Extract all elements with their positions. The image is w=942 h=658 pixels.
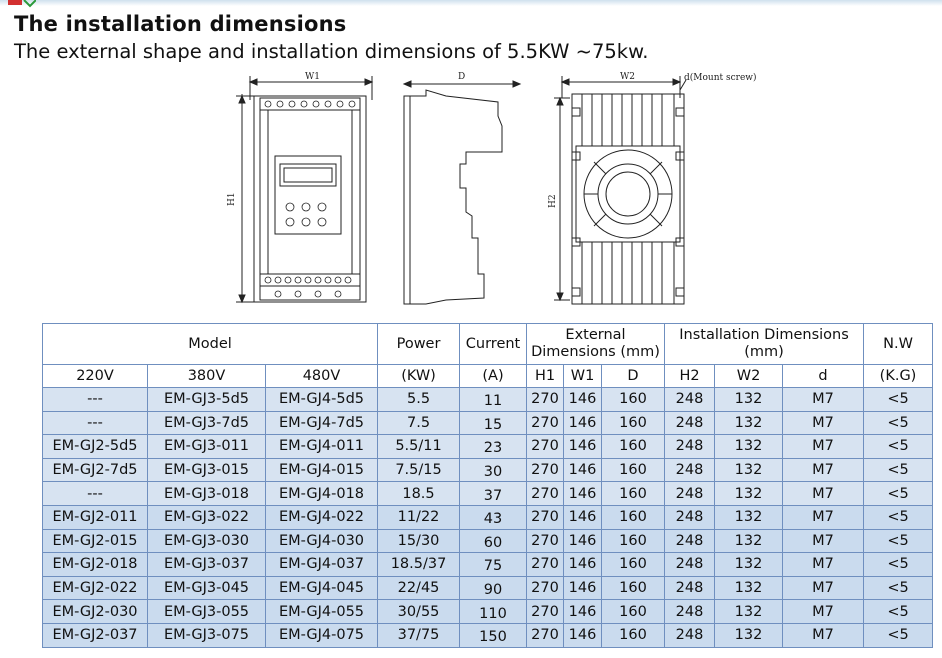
table-cell: 160 bbox=[602, 553, 665, 577]
table-cell: EM-GJ3-018 bbox=[148, 482, 266, 506]
table-cell: <5 bbox=[864, 623, 933, 647]
header-installation-dimensions: Installation Dimensions (mm) bbox=[665, 324, 864, 365]
table-cell bbox=[460, 553, 527, 577]
table-cell: 146 bbox=[564, 600, 602, 624]
table-cell: M7 bbox=[783, 529, 864, 553]
table-cell: 18.5 bbox=[378, 482, 460, 506]
table-row bbox=[43, 529, 933, 553]
table-cell: M7 bbox=[783, 458, 864, 482]
table-cell: <5 bbox=[864, 576, 933, 600]
table-cell: 270 bbox=[527, 411, 564, 435]
header-model: Model bbox=[43, 324, 378, 365]
subheader-cell: H1 bbox=[527, 365, 564, 388]
table-cell: 248 bbox=[665, 388, 715, 412]
table-cell bbox=[460, 482, 527, 506]
current-value: 37 bbox=[483, 487, 503, 504]
table-cell: M7 bbox=[783, 435, 864, 459]
w2-label: W2 bbox=[620, 72, 635, 82]
table-cell: 132 bbox=[715, 600, 783, 624]
table-cell: M7 bbox=[783, 388, 864, 412]
table-cell: <5 bbox=[864, 458, 933, 482]
table-cell: 132 bbox=[715, 529, 783, 553]
table-cell bbox=[460, 600, 527, 624]
page-title: The installation dimensions bbox=[14, 12, 347, 36]
table-cell: 160 bbox=[602, 482, 665, 506]
table-cell: 132 bbox=[715, 505, 783, 529]
table-cell: EM-GJ4-045 bbox=[266, 576, 378, 600]
corner-mark-icon bbox=[8, 0, 36, 8]
table-cell: 22/45 bbox=[378, 576, 460, 600]
table-cell: <5 bbox=[864, 505, 933, 529]
table-cell: EM-GJ2-5d5 bbox=[43, 435, 148, 459]
table-row bbox=[43, 576, 933, 600]
table-body bbox=[43, 388, 933, 648]
table-cell: EM-GJ3-015 bbox=[148, 458, 266, 482]
d-label: D bbox=[458, 72, 466, 82]
table-cell: 270 bbox=[527, 553, 564, 577]
table-header-row bbox=[43, 324, 933, 365]
table-cell: 248 bbox=[665, 576, 715, 600]
mount-screw-label: d(Mount screw) bbox=[684, 73, 757, 83]
table-row bbox=[43, 505, 933, 529]
table-cell: EM-GJ3-037 bbox=[148, 553, 266, 577]
table-cell: 132 bbox=[715, 623, 783, 647]
table-cell: M7 bbox=[783, 553, 864, 577]
table-cell: 146 bbox=[564, 623, 602, 647]
current-value: 60 bbox=[483, 534, 503, 551]
subheader-cell: 380V bbox=[148, 365, 266, 388]
table-cell: 146 bbox=[564, 458, 602, 482]
table-cell: 30/55 bbox=[378, 600, 460, 624]
table-row bbox=[43, 623, 933, 647]
current-value: 23 bbox=[483, 440, 503, 457]
table-cell: 248 bbox=[665, 600, 715, 624]
table-cell: EM-GJ4-055 bbox=[266, 600, 378, 624]
table-cell: <5 bbox=[864, 553, 933, 577]
table-cell: --- bbox=[43, 388, 148, 412]
table-cell: EM-GJ3-022 bbox=[148, 505, 266, 529]
header-external-dimensions: External Dimensions (mm) bbox=[527, 324, 665, 365]
table-cell: EM-GJ3-045 bbox=[148, 576, 266, 600]
subheader-cell: W2 bbox=[715, 365, 783, 388]
table-cell: EM-GJ4-015 bbox=[266, 458, 378, 482]
table-cell: 15/30 bbox=[378, 529, 460, 553]
subheader-cell: (KW) bbox=[378, 365, 460, 388]
table-cell: 270 bbox=[527, 482, 564, 506]
table-cell: 5.5/11 bbox=[378, 435, 460, 459]
side-view-drawing bbox=[404, 81, 520, 304]
table-cell: EM-GJ3-055 bbox=[148, 600, 266, 624]
table-cell: EM-GJ4-075 bbox=[266, 623, 378, 647]
table-cell: EM-GJ3-030 bbox=[148, 529, 266, 553]
subheader-cell: d bbox=[783, 365, 864, 388]
table-cell: <5 bbox=[864, 529, 933, 553]
subheader-cell: W1 bbox=[564, 365, 602, 388]
current-value: 110 bbox=[479, 605, 507, 622]
current-value: 43 bbox=[483, 511, 503, 528]
table-cell bbox=[460, 435, 527, 459]
table-cell: M7 bbox=[783, 411, 864, 435]
table-cell: 270 bbox=[527, 388, 564, 412]
table-cell: EM-GJ4-011 bbox=[266, 435, 378, 459]
header-current: Current bbox=[460, 324, 527, 365]
table-cell: 160 bbox=[602, 411, 665, 435]
table-cell: 132 bbox=[715, 435, 783, 459]
table-cell: EM-GJ2-7d5 bbox=[43, 458, 148, 482]
subheader-cell: H2 bbox=[665, 365, 715, 388]
table-cell: 270 bbox=[527, 529, 564, 553]
table-cell bbox=[460, 458, 527, 482]
table-cell bbox=[460, 388, 527, 412]
table-row bbox=[43, 388, 933, 412]
table-cell: 160 bbox=[602, 435, 665, 459]
table-cell: 248 bbox=[665, 529, 715, 553]
header-net-weight: N.W bbox=[864, 324, 933, 365]
table-cell: 248 bbox=[665, 458, 715, 482]
table-cell: 132 bbox=[715, 482, 783, 506]
table-cell: <5 bbox=[864, 388, 933, 412]
table-cell: <5 bbox=[864, 435, 933, 459]
w1-label: W1 bbox=[305, 72, 320, 82]
table-cell: 160 bbox=[602, 505, 665, 529]
subheader-cell: 480V bbox=[266, 365, 378, 388]
table-cell: 146 bbox=[564, 553, 602, 577]
table-row bbox=[43, 458, 933, 482]
table-row bbox=[43, 600, 933, 624]
table-cell bbox=[460, 576, 527, 600]
table-cell: 160 bbox=[602, 388, 665, 412]
table-cell: EM-GJ2-037 bbox=[43, 623, 148, 647]
current-value: 11 bbox=[483, 393, 503, 410]
table-cell: 248 bbox=[665, 411, 715, 435]
table-cell: EM-GJ4-037 bbox=[266, 553, 378, 577]
installation-diagrams bbox=[220, 68, 780, 314]
table-cell: M7 bbox=[783, 505, 864, 529]
table-cell: M7 bbox=[783, 600, 864, 624]
table-cell: 132 bbox=[715, 576, 783, 600]
table-cell: 270 bbox=[527, 576, 564, 600]
table-cell bbox=[460, 623, 527, 647]
table-cell: 11/22 bbox=[378, 505, 460, 529]
table-cell: 132 bbox=[715, 388, 783, 412]
table-cell bbox=[460, 505, 527, 529]
table-cell: 270 bbox=[527, 435, 564, 459]
table-cell: 132 bbox=[715, 553, 783, 577]
table-row bbox=[43, 482, 933, 506]
table-cell: EM-GJ4-022 bbox=[266, 505, 378, 529]
table-row bbox=[43, 435, 933, 459]
table-cell: 270 bbox=[527, 458, 564, 482]
subheader-cell: D bbox=[602, 365, 665, 388]
table-cell: EM-GJ3-011 bbox=[148, 435, 266, 459]
table-cell: 270 bbox=[527, 600, 564, 624]
table-cell bbox=[460, 529, 527, 553]
current-value: 30 bbox=[483, 464, 503, 481]
table-cell: EM-GJ2-022 bbox=[43, 576, 148, 600]
table-cell: 146 bbox=[564, 435, 602, 459]
table-cell: M7 bbox=[783, 576, 864, 600]
table-cell: EM-GJ3-7d5 bbox=[148, 411, 266, 435]
table-cell: 37/75 bbox=[378, 623, 460, 647]
current-value: 90 bbox=[483, 582, 503, 599]
front-view-drawing bbox=[236, 76, 372, 302]
table-cell: EM-GJ4-5d5 bbox=[266, 388, 378, 412]
table-cell: 248 bbox=[665, 553, 715, 577]
table-cell: 146 bbox=[564, 529, 602, 553]
table-subheader-row bbox=[43, 365, 933, 388]
table-cell: --- bbox=[43, 411, 148, 435]
table-cell: 146 bbox=[564, 411, 602, 435]
table-cell: EM-GJ2-011 bbox=[43, 505, 148, 529]
h2-label: H2 bbox=[548, 194, 558, 208]
current-value: 15 bbox=[483, 416, 503, 433]
table-cell: M7 bbox=[783, 482, 864, 506]
h1-label: H1 bbox=[227, 192, 237, 206]
subheader-cell: (A) bbox=[460, 365, 527, 388]
table-cell: 248 bbox=[665, 623, 715, 647]
table-cell: 132 bbox=[715, 458, 783, 482]
table-cell: 160 bbox=[602, 600, 665, 624]
table-cell: 18.5/37 bbox=[378, 553, 460, 577]
table-cell: M7 bbox=[783, 623, 864, 647]
table-cell: EM-GJ2-015 bbox=[43, 529, 148, 553]
table-cell: 160 bbox=[602, 576, 665, 600]
table-cell: 248 bbox=[665, 505, 715, 529]
table-cell: EM-GJ4-030 bbox=[266, 529, 378, 553]
current-value: 150 bbox=[479, 629, 507, 646]
table-cell bbox=[460, 411, 527, 435]
table-cell: <5 bbox=[864, 600, 933, 624]
table-cell: EM-GJ2-030 bbox=[43, 600, 148, 624]
top-gradient-bar bbox=[0, 0, 942, 6]
subheader-cell: 220V bbox=[43, 365, 148, 388]
table-cell: EM-GJ2-018 bbox=[43, 553, 148, 577]
table-cell: 270 bbox=[527, 623, 564, 647]
subheader-cell: (K.G) bbox=[864, 365, 933, 388]
table-cell: <5 bbox=[864, 411, 933, 435]
table-cell: 160 bbox=[602, 458, 665, 482]
current-value: 75 bbox=[483, 558, 503, 575]
back-view-drawing bbox=[554, 76, 686, 304]
table-cell: 146 bbox=[564, 388, 602, 412]
table-cell: 146 bbox=[564, 576, 602, 600]
table-cell: 5.5 bbox=[378, 388, 460, 412]
table-cell: --- bbox=[43, 482, 148, 506]
table-cell: 160 bbox=[602, 623, 665, 647]
table-row bbox=[43, 411, 933, 435]
table-cell: EM-GJ4-018 bbox=[266, 482, 378, 506]
page-subtitle: The external shape and installation dimensions of 5.5KW ~75kw. bbox=[14, 40, 649, 63]
header-power: Power bbox=[378, 324, 460, 365]
table-cell: <5 bbox=[864, 482, 933, 506]
table-cell: 160 bbox=[602, 529, 665, 553]
table-cell: 7.5 bbox=[378, 411, 460, 435]
table-cell: EM-GJ3-5d5 bbox=[148, 388, 266, 412]
table-cell: 7.5/15 bbox=[378, 458, 460, 482]
table-cell: EM-GJ4-7d5 bbox=[266, 411, 378, 435]
table-cell: 132 bbox=[715, 411, 783, 435]
table-row bbox=[43, 553, 933, 577]
dimensions-table bbox=[42, 323, 933, 648]
table-cell: 146 bbox=[564, 505, 602, 529]
table-cell: 248 bbox=[665, 482, 715, 506]
table-cell: 248 bbox=[665, 435, 715, 459]
table-cell: 270 bbox=[527, 505, 564, 529]
table-cell: 146 bbox=[564, 482, 602, 506]
table-cell: EM-GJ3-075 bbox=[148, 623, 266, 647]
